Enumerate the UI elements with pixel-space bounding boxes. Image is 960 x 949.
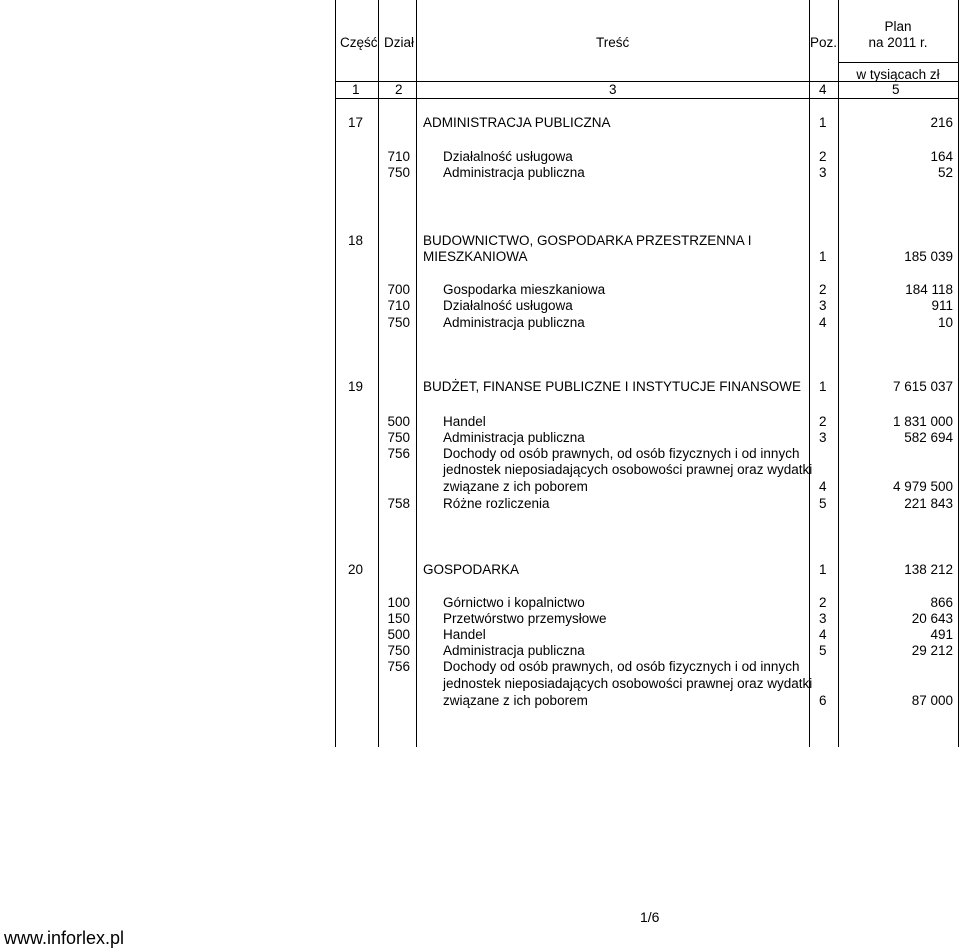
header-plan-line1: Plan [884,19,912,34]
section-plan: 216 [930,115,953,130]
site-url: www.inforlex.pl [4,928,125,948]
column-number-rule [335,98,959,99]
row-plan: 87 000 [911,693,953,708]
section-czesc: 20 [348,562,364,577]
row-dzial: 756 [387,659,410,674]
row-plan: 221 843 [904,496,953,511]
section-poz: 1 [819,249,827,264]
grid-line-right [958,0,959,747]
grid-line-tresc [809,0,810,747]
row-poz: 5 [819,496,827,511]
row-poz: 4 [819,315,827,330]
section-poz: 1 [819,115,827,130]
column-number-3: 3 [609,82,617,97]
row-plan: 1 831 000 [892,414,953,429]
row-dzial: 100 [387,595,410,610]
row-poz: 2 [819,414,827,429]
section-title: ADMINISTRACJA PUBLICZNA [423,115,611,130]
header-dzial: Dział [384,35,415,50]
row-dzial: 500 [387,414,410,429]
row-tresc: Administracja publiczna [443,430,585,445]
row-dzial: 710 [387,298,410,313]
section-plan: 185 039 [904,249,953,264]
row-plan: 29 212 [911,643,953,658]
column-number-4: 4 [819,82,827,97]
column-number-1: 1 [352,82,360,97]
row-tresc: związane z ich poborem [443,693,588,708]
row-plan: 491 [930,627,953,642]
row-poz: 3 [819,298,827,313]
row-plan: 184 118 [905,282,953,297]
header-rule-plan [838,62,959,63]
row-tresc: Dochody od osób prawnych, od osób fizycznych i od innych [443,446,800,461]
row-poz: 5 [819,643,827,658]
row-plan: 10 [937,315,953,330]
page-number: 1/6 [640,909,660,925]
section-czesc: 18 [348,233,364,248]
row-tresc: związane z ich poborem [443,479,588,494]
row-dzial: 750 [387,315,410,330]
row-plan: 164 [930,149,953,164]
section-poz: 1 [819,379,827,394]
section-title: BUDŻET, FINANSE PUBLICZNE I INSTYTUCJE FINANSOWE [423,379,802,394]
section-title: BUDOWNICTWO, GOSPODARKA PRZESTRZENNA I [423,233,752,248]
row-tresc: Handel [443,414,486,429]
section-title: MIESZKANIOWA [423,249,528,264]
row-poz: 2 [819,595,827,610]
row-poz: 6 [819,693,827,708]
section-plan: 138 212 [904,562,953,577]
row-dzial: 758 [387,496,410,511]
row-dzial: 710 [387,149,410,164]
header-czesc: Część [340,35,378,50]
row-poz: 3 [819,165,827,180]
row-dzial: 750 [387,643,410,658]
row-tresc: Administracja publiczna [443,165,585,180]
row-tresc: Przetwórstwo przemysłowe [443,611,607,626]
row-tresc: Gospodarka mieszkaniowa [443,282,606,297]
row-tresc: Działalność usługowa [443,149,573,164]
row-tresc: jednostek nieposiadających osobowości prawnej oraz wydatki [443,462,813,477]
row-tresc: Różne rozliczenia [443,496,550,511]
column-number-5: 5 [892,82,900,97]
row-plan: 4 979 500 [892,479,953,494]
grid-line-left [335,0,336,747]
section-czesc: 17 [348,115,364,130]
header-poz: Poz. [810,35,838,50]
section-plan: 7 615 037 [892,379,953,394]
row-poz: 4 [819,627,827,642]
row-poz: 3 [819,430,827,445]
section-czesc: 19 [348,379,364,394]
row-plan: 866 [930,595,953,610]
row-poz: 3 [819,611,827,626]
row-plan: 52 [937,165,953,180]
row-dzial: 700 [387,282,410,297]
row-tresc: Działalność usługowa [443,298,573,313]
row-dzial: 750 [387,165,410,180]
header-tresc: Treść [596,35,630,50]
row-tresc: Górnictwo i kopalnictwo [443,595,585,610]
header-unit: w tysiącach zł [856,67,940,82]
row-poz: 4 [819,479,827,494]
row-tresc: Dochody od osób prawnych, od osób fizycznych i od innych [443,659,800,674]
row-poz: 2 [819,149,827,164]
row-plan: 582 694 [904,430,953,445]
row-dzial: 756 [387,446,410,461]
grid-line-dzial [416,0,417,747]
row-dzial: 150 [387,611,410,626]
row-plan: 911 [931,298,953,313]
header-plan-line2: na 2011 r. [868,35,928,50]
row-dzial: 750 [387,430,410,445]
column-number-2: 2 [395,82,403,97]
row-poz: 2 [819,282,827,297]
section-poz: 1 [819,562,827,577]
row-tresc: Administracja publiczna [443,315,585,330]
row-plan: 20 643 [911,611,953,626]
row-dzial: 500 [387,627,410,642]
section-title: GOSPODARKA [423,562,520,577]
row-tresc: jednostek nieposiadających osobowości prawnej oraz wydatki [443,676,813,691]
row-tresc: Handel [443,627,486,642]
row-tresc: Administracja publiczna [443,643,585,658]
